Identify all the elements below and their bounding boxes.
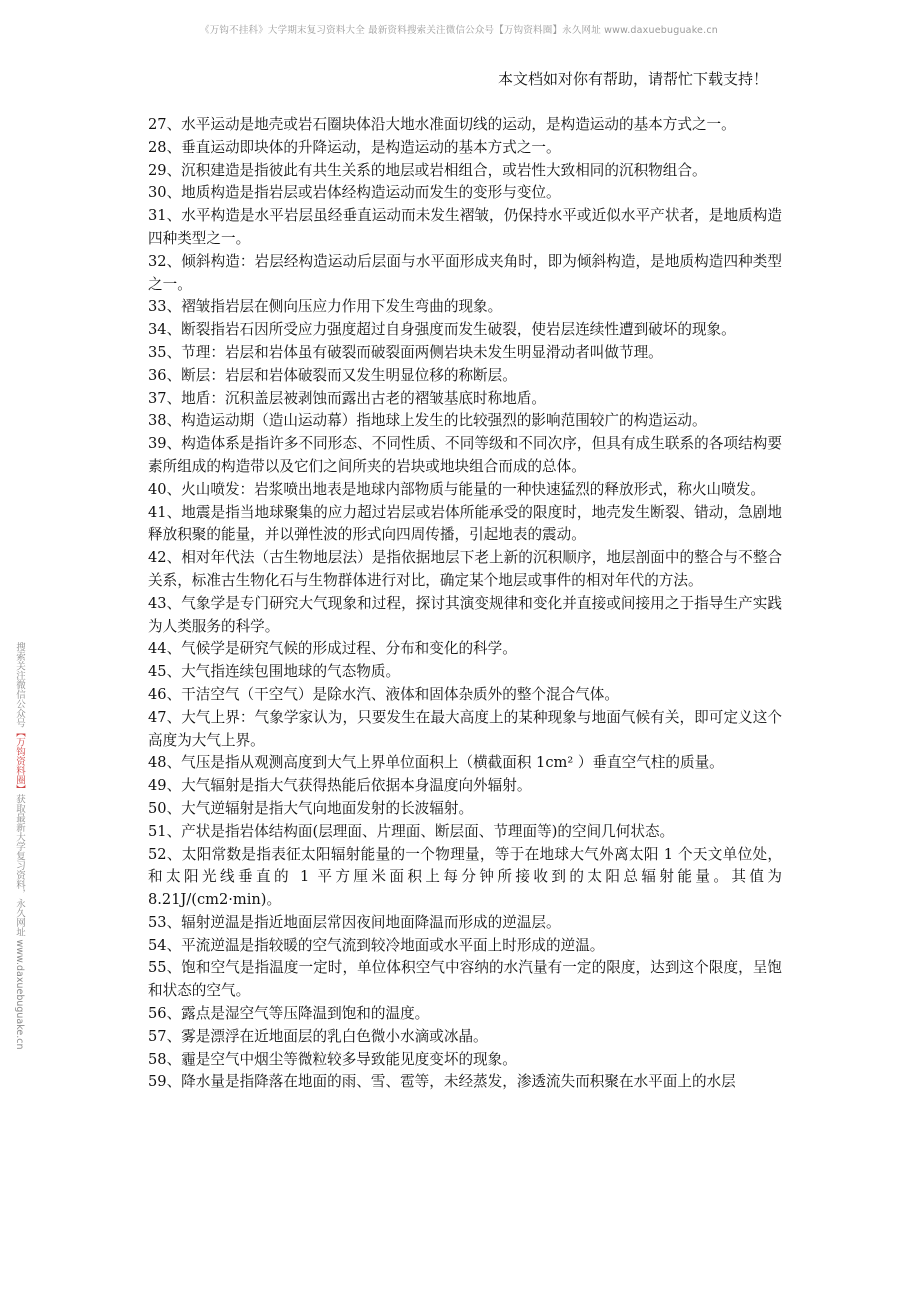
definition-45: 45、大气指连续包围地球的气态物质。 [148, 663, 401, 681]
definition-34: 34、断裂指岩石因所受应力强度超过自身强度而发生破裂，使岩层连续性遭到破坏的现象。 [148, 321, 736, 339]
definition-35: 35、节理：岩层和岩体虽有破裂而破裂面两侧岩块未发生明显滑动者叫做节理。 [148, 343, 663, 361]
definition-47: 47、大气上界：气象学家认为，只要发生在最大高度上的某种现象与地面气候有关，即可定义这个高度为大气上界。 [148, 708, 782, 749]
definition-59: 59、降水量是指降落在地面的雨、雪、雹等，未经蒸发，渗透流失而积聚在水平面上的水层 [148, 1073, 736, 1091]
definition-27: 27、水平运动是地壳或岩石圈块体沿大地水准面切线的运动，是构造运动的基本方式之一。 [148, 116, 736, 133]
definition-57: 57、雾是漂浮在近地面层的乳白色微小水滴或冰晶。 [148, 1027, 488, 1045]
definition-list [148, 114, 782, 1094]
definition-40: 40、火山喷发：岩浆喷出地表是地球内部物质与能量的一种快速猛烈的释放形式，称火山喷发。 [148, 480, 765, 498]
side-watermark-part3: 获取最新大学复习资料，永久网址 www.daxuebuguake.cn [14, 794, 25, 1050]
definition-48: 48、气压是指从观测高度到大气上界单位面积上（横截面积 1cm² ）垂直空气柱的质量。 [148, 754, 724, 772]
side-watermark-part2: 【万钩资料圈】 [14, 727, 25, 794]
side-watermark [10, 642, 24, 1050]
definition-43: 43、气象学是专门研究大气现象和过程，探讨其演变规律和变化并直接或间接用之于指导生产实践为人类服务的科学。 [148, 594, 782, 635]
definition-33: 33、褶皱指岩层在侧向压应力作用下发生弯曲的现象。 [148, 298, 503, 316]
definition-56: 56、露点是湿空气等压降温到饱和的温度。 [148, 1005, 430, 1023]
definition-41: 41、地震是指当地球聚集的应力超过岩层或岩体所能承受的限度时，地壳发生断裂、错动，急剧地释放积聚的能量，并以弹性波的形式向四周传播，引起地表的震动。 [148, 503, 782, 544]
definition-55: 55、饱和空气是指温度一定时，单位体积空气中容纳的水汽量有一定的限度，达到这个限度，呈饱和状态的空气。 [148, 959, 782, 1000]
definition-44: 44、气候学是研究气候的形成过程、分布和变化的科学。 [148, 640, 517, 658]
definition-39: 39、构造体系是指许多不同形态、不同性质、不同等级和不同次序，但具有成生联系的各项结构要素所组成的构造带以及它们之间所夹的岩块或地块组合而成的总体。 [148, 435, 782, 475]
definition-49: 49、大气辐射是指大气获得热能后依据本身温度向外辐射。 [148, 777, 532, 795]
definition-53: 53、辐射逆温是指近地面层常因夜间地面降温而形成的逆温层。 [148, 913, 561, 931]
definition-51: 51、产状是指岩体结构面(层理面、片理面、断层面、节理面等)的空间几何状态。 [148, 822, 675, 840]
definition-54: 54、平流逆温是指较暖的空气流到较冷地面或水平面上时形成的逆温。 [148, 936, 605, 954]
definition-46: 46、干洁空气（干空气）是除水汽、液体和固体杂质外的整个混合气体。 [148, 685, 619, 703]
download-support-note: 本文档如对你有帮助，请帮忙下载支持！ [497, 70, 768, 88]
definition-30: 30、地质构造是指岩层或岩体经构造运动而发生的变形与变位。 [148, 184, 561, 202]
definition-38: 38、构造运动期（造山运动幕）指地球上发生的比较强烈的影响范围较广的构造运动。 [148, 412, 707, 430]
definition-42: 42、相对年代法（古生物地层法）是指依据地层下老上新的沉积顺序，地层剖面中的整合与不整合关系，标准古生物化石与生物群体进行对比，确定某个地层或事件的相对年代的方法。 [148, 549, 782, 589]
definition-31: 31、水平构造是水平岩层虽经垂直运动而未发生褶皱，仍保持水平或近似水平产状者，是地质构造四种类型之一。 [148, 207, 782, 247]
top-watermark: 《万钩不挂科》大学期末复习资料大全 最新资料搜索关注微信公众号【万钩资料圈】永久网址 www.daxuebuguake.cn [200, 25, 718, 36]
definition-36: 36、断层：岩层和岩体破裂而又发生明显位移的称断层。 [148, 366, 517, 384]
side-watermark-part1: 搜索关注微信公众号 [14, 642, 25, 728]
definition-58: 58、霾是空气中烟尘等微粒较多导致能见度变坏的现象。 [148, 1050, 517, 1068]
definition-28: 28、垂直运动即块体的升降运动，是构造运动的基本方式之一。 [148, 138, 561, 156]
definition-52: 52、太阳常数是指表征太阳辐射能量的一个物理量，等于在地球大气外离太阳 1 个天文单位处，和太阳光线垂直的 1 平方厘米面积上每分钟所接收到的太阳总辐射能量。其值为 8.21J/(cm2·min)。 [148, 845, 782, 909]
definition-29: 29、沉积建造是指彼此有共生关系的地层或岩相组合，或岩性大致相同的沉积物组合。 [148, 161, 707, 179]
definition-50: 50、大气逆辐射是指大气向地面发射的长波辐射。 [148, 799, 474, 817]
definition-32: 32、倾斜构造：岩层经构造运动后层面与水平面形成夹角时，即为倾斜构造，是地质构造四种类型之一。 [148, 252, 782, 293]
definition-37: 37、地盾：沉积盖层被剥蚀而露出古老的褶皱基底时称地盾。 [148, 389, 547, 407]
